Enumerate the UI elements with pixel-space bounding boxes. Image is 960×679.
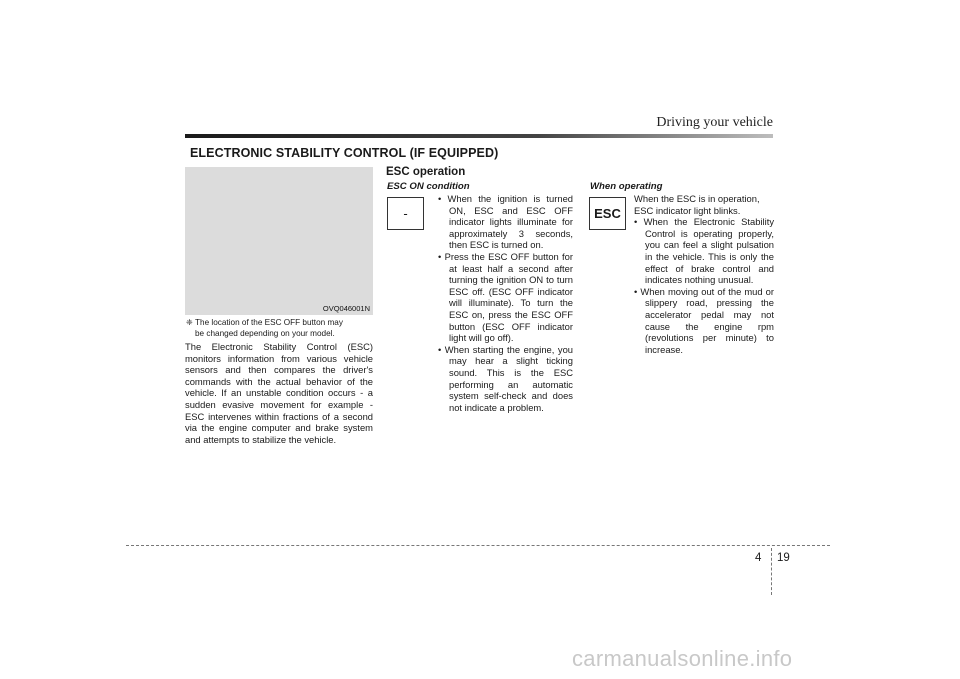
operation-heading: ESC operation bbox=[386, 166, 466, 178]
esc-on-bullet-list bbox=[438, 193, 573, 413]
esc-off-indicator-icon: - bbox=[387, 197, 424, 230]
note-line-1: The location of the ESC OFF button may bbox=[195, 318, 343, 327]
watermark: carmanualsonline.info bbox=[572, 646, 793, 671]
list-item: • When moving out of the mud or slippery road, pressing the accelerator pedal may not cause the engine rpm (revolutions per minute) to increase. bbox=[634, 285, 775, 355]
list-item: • When the Electronic Stability Control is operating properly, you can feel a slight pulsation in the vehicle. This is only the effect of brake control and indicates nothing unusual. bbox=[634, 216, 775, 286]
when-operating-text: When the ESC is in operation, ESC indicator light blinks. bbox=[634, 193, 760, 216]
figure-photo bbox=[185, 167, 373, 315]
when-operating-bullet-list bbox=[634, 216, 774, 355]
list-item: • When starting the engine, you may hear a slight ticking sound. This is the ESC performing an automatic system self-check and does not indicate a problem. bbox=[438, 343, 573, 413]
section-title: ELECTRONIC STABILITY CONTROL (IF EQUIPPED) bbox=[190, 146, 499, 160]
note-marker: ❈ bbox=[186, 318, 193, 327]
when-operating-block bbox=[634, 193, 774, 355]
note-line-2: be changed depending on your model. bbox=[195, 328, 335, 338]
footer-divider bbox=[771, 548, 772, 595]
figure-note bbox=[186, 318, 374, 339]
esc-indicator-icon: ESC bbox=[589, 197, 626, 230]
esc-on-heading: ESC ON condition bbox=[387, 181, 470, 192]
list-item: • When the ignition is turned ON, ESC and ESC OFF indicator lights illuminate for approximately 3 seconds, then ESC is turned on. bbox=[438, 193, 573, 251]
running-header-title: Driving your vehicle bbox=[656, 115, 773, 130]
header-rule bbox=[185, 134, 773, 138]
page-number: 19 bbox=[777, 552, 790, 564]
when-operating-heading: When operating bbox=[590, 181, 663, 192]
figure-code: OVQ046001N bbox=[322, 304, 370, 313]
intro-paragraph: The Electronic Stability Control (ESC) monitors information from various vehicle sensors and then compares the driver's commands with the actual behavior of the vehicle. If an unstable condition occurs - a sudden evasive movement for example - ESC intervenes within fractions of a second via the engine computer and brake system and attempts to stabilize the vehicle. bbox=[185, 341, 373, 445]
list-item: • Press the ESC OFF button for at least half a second after turning the ignition ON to turn ESC off. (ESC OFF indicator will illuminate). To turn the ESC on, press the ESC OFF button (ESC OFF indicator light will go off). bbox=[438, 250, 573, 344]
footer-rule bbox=[126, 545, 830, 546]
chapter-number: 4 bbox=[755, 552, 762, 564]
